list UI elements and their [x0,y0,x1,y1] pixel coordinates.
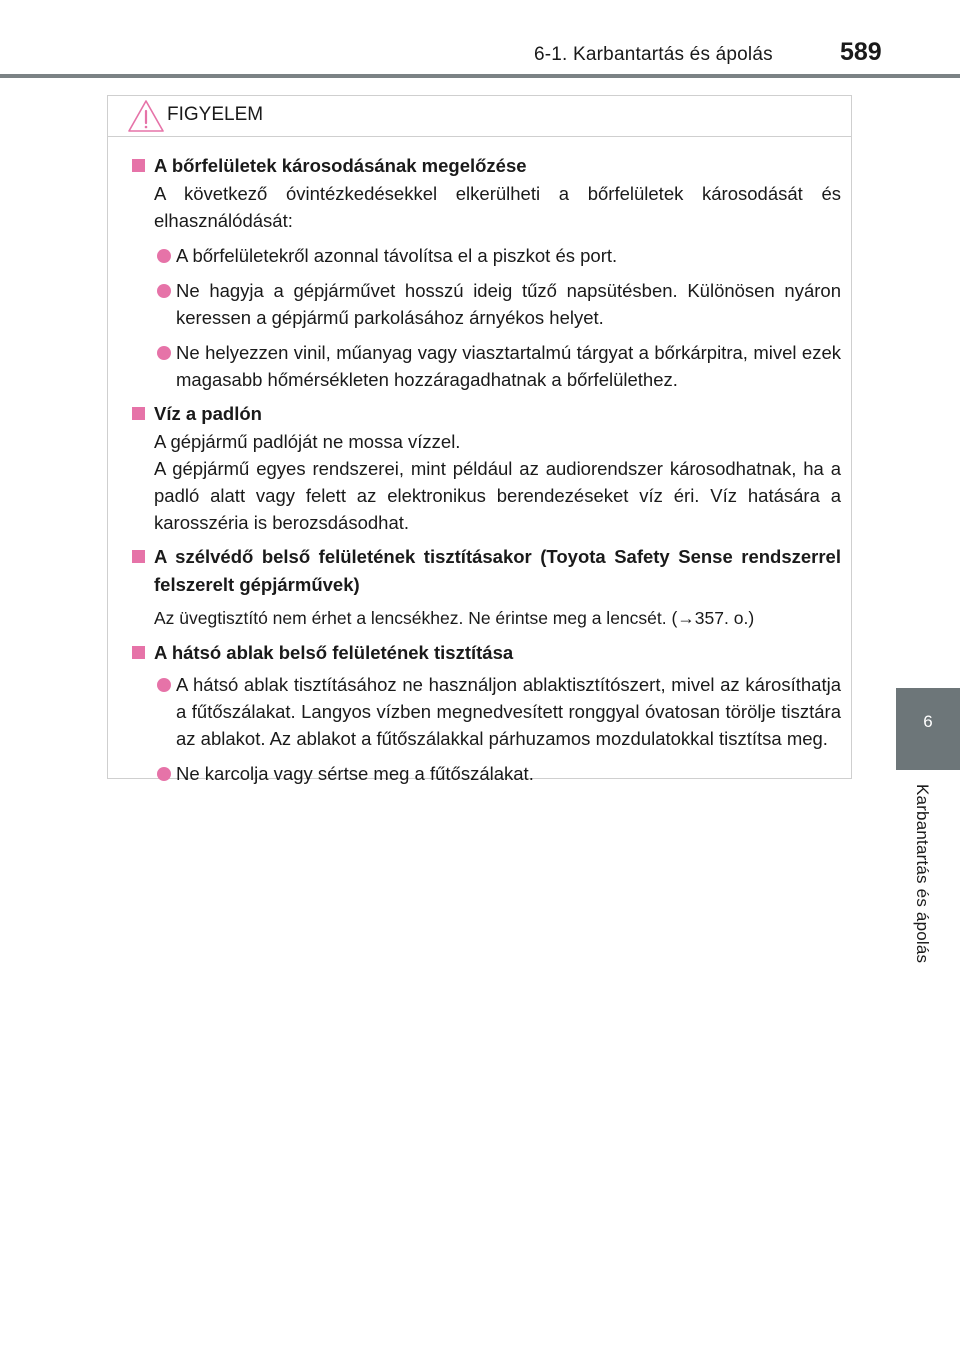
list-item: A hátsó ablak tisztításához ne használjon ablaktisztítószert, mivel az károsíthatja a fűtőszálakat. Langyos vízben megnedvesített ronggyal óvatosan törölje tisztára az ablakot. Az ablakot a fűtőszálakkal párhuzamos mozdulatokkal tisztítsa meg. [132,671,841,752]
section-rear-window [132,639,841,787]
section-heading: A szélvédő belső felületének tisztításakor (Toyota Safety Sense rendszerrel felszerelt gépjárművek) [132,543,841,599]
circle-bullet-icon [157,284,171,298]
header-section-title: 6-1. Karbantartás és ápolás [534,44,773,65]
section-leather [132,152,841,393]
chapter-tab-number: 6 [923,712,933,731]
section-heading: A hátsó ablak belső felületének tisztítása [132,639,841,667]
warning-header [108,96,851,137]
section-heading: Víz a padlón [132,400,841,428]
list-item: A bőrfelületekről azonnal távolítsa el a piszkot és port. [132,242,841,269]
list-item: Ne karcolja vagy sértse meg a fűtőszálakat. [132,760,841,787]
circle-bullet-icon [157,346,171,360]
section-intro: A következő óvintézkedésekkel elkerülheti a bőrfelületek károsodását és elhasználódását: [154,183,841,231]
header-divider [0,74,960,78]
warning-content [108,152,851,787]
square-bullet-icon [132,407,145,420]
section-text: A gépjármű padlóját ne mossa vízzel. [154,431,461,452]
circle-bullet-icon [157,249,171,263]
circle-bullet-icon [157,767,171,781]
section-text: Az üvegtisztító nem érhet a lencsékhez. Ne érintse meg a lencsét. (→357. o.) [154,608,755,628]
circle-bullet-icon [157,678,171,692]
page-number: 589 [840,38,882,66]
square-bullet-icon [132,159,145,172]
warning-box [107,95,852,784]
section-text: A gépjármű egyes rendszerei, mint például az audiorendszer károsodhatnak, ha a padló alatt vagy felett az elektronikus berendezéseket víz éri. Víz hatására a karosszéria is berozsdásodhat. [154,458,841,533]
square-bullet-icon [132,646,145,659]
chapter-tab-label: Karbantartás és ápolás [913,784,932,964]
warning-title: FIGYELEM [167,104,264,125]
square-bullet-icon [132,550,145,563]
section-heading: A bőrfelületek károsodásának megelőzése [132,152,841,180]
section-windshield [132,543,841,632]
section-floor-water [132,400,841,536]
list-item: Ne hagyja a gépjárművet hosszú ideig tűző napsütésben. Különösen nyáron keressen a gépjármű parkolásához árnyékos helyet. [132,277,841,331]
list-item: Ne helyezzen vinil, műanyag vagy viasztartalmú tárgyat a bőrkárpitra, mivel ezek magasabb hőmérsékleten hozzáragadhatnak a bőrfelülethez. [132,339,841,393]
warning-triangle-icon [126,98,166,134]
